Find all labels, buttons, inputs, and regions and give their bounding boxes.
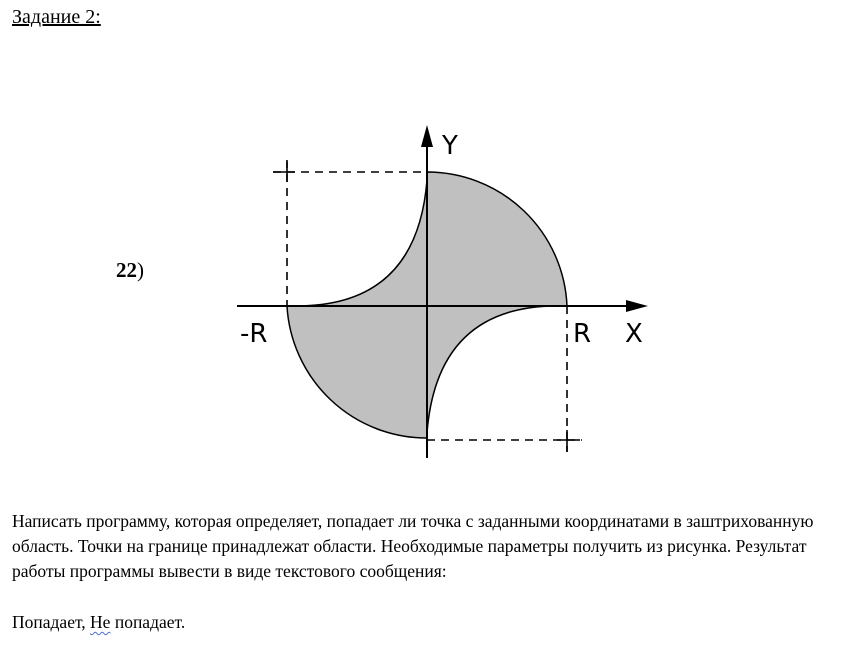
x-axis-label: X [625, 319, 643, 349]
answer-miss-first: Не [90, 612, 111, 632]
assignment-heading: Задание 2: [12, 6, 101, 28]
answer-miss-rest: попадает. [110, 612, 186, 632]
r-label: R [573, 319, 592, 349]
x-axis-arrow [626, 300, 648, 312]
neg-r-label: -R [240, 319, 268, 349]
task-number-value: 22 [116, 258, 137, 282]
y-axis-arrow [421, 125, 433, 147]
task-number-suffix: ) [137, 258, 144, 282]
task-description: Написать программу, которая определяет, попадает ли точка с заданными координатами в заштрихованную область. Точки на границе принадлежат области. Необходимые параметры получить из рисунка. Результат работы программы вывести в виде текстового сообщения: [12, 511, 814, 581]
y-axis-label: Y [442, 131, 458, 161]
answer-hit: Попадает, [12, 612, 86, 632]
answer-options [12, 612, 185, 633]
